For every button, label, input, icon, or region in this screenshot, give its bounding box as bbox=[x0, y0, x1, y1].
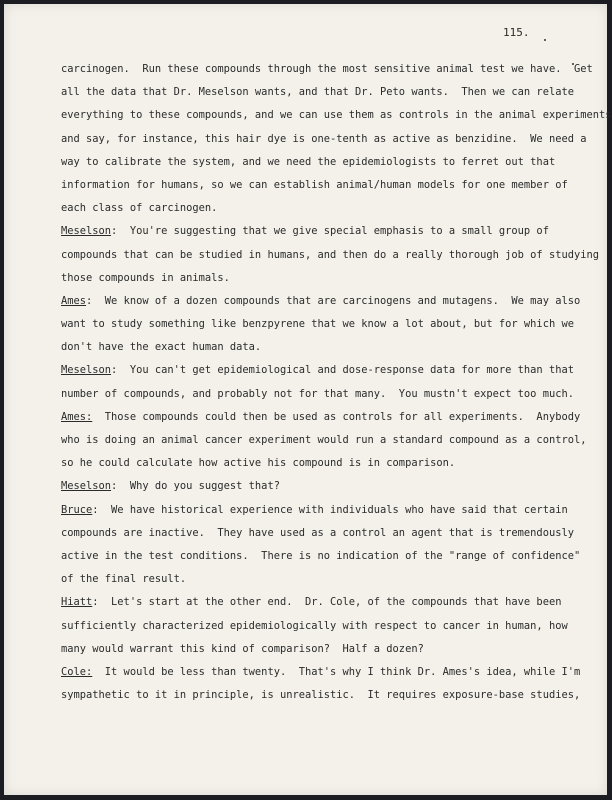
line-text: : You can't get epidemiological and dose-response data for more than that bbox=[111, 364, 574, 377]
speaker-name: Cole: bbox=[61, 665, 93, 678]
line-text: : You're suggesting that we give special emphasis to a small group of bbox=[111, 225, 549, 238]
text-line bbox=[61, 591, 581, 614]
text-line bbox=[61, 244, 599, 267]
text-line bbox=[61, 452, 581, 475]
text-line bbox=[61, 58, 593, 81]
text-line bbox=[61, 406, 581, 429]
text-line bbox=[61, 522, 581, 545]
line-text: It would be less than twenty. That's why I think Dr. Ames's idea, while I'm bbox=[92, 665, 581, 678]
line-text: number of compounds, and probably not for that many. You mustn't expect too much. bbox=[61, 387, 574, 400]
text-line bbox=[61, 336, 581, 359]
line-text: of the final result. bbox=[61, 573, 187, 586]
line-text: active in the test conditions. There is no indication of the "range of confidence" bbox=[61, 549, 581, 562]
text-line bbox=[61, 197, 581, 220]
line-text: want to study something like benzpyrene that we know a lot about, but for which we bbox=[61, 318, 574, 331]
line-text: : Let's start at the other end. Dr. Cole, of the compounds that have been bbox=[92, 596, 562, 609]
line-text: : We have historical experience with individuals who have said that certain bbox=[92, 503, 568, 516]
text-line bbox=[61, 220, 581, 243]
speaker-name: Ames bbox=[61, 294, 87, 307]
line-text: and say, for instance, this hair dye is one-tenth as active as benzidine. We need a bbox=[61, 132, 587, 145]
line-text: Those compounds could then be used as controls for all experiments. Anybody bbox=[92, 410, 581, 423]
speaker-name: Bruce bbox=[61, 503, 93, 516]
line-text: who is doing an animal cancer experiment would run a standard compound as a control, bbox=[61, 434, 587, 446]
text-line bbox=[61, 290, 581, 313]
line-text: many would warrant this kind of comparison? Half a dozen? bbox=[61, 642, 424, 655]
line-text: compounds that can be studied in humans, and then do a really thorough job of studying bbox=[61, 248, 599, 261]
line-text: information for humans, so we can establish animal/human models for one member of bbox=[61, 178, 568, 191]
text-line bbox=[61, 568, 581, 591]
text-line bbox=[61, 475, 581, 498]
line-text: so he could calculate how active his compound is in comparison. bbox=[61, 457, 456, 470]
speaker-name: Meselson bbox=[61, 225, 112, 238]
line-text: each class of carcinogen. bbox=[61, 202, 218, 215]
speaker-name: Ames: bbox=[61, 410, 93, 423]
line-text: carcinogen. Run these compounds through the most sensitive animal test we have. Get bbox=[61, 63, 593, 75]
text-line bbox=[61, 638, 581, 661]
text-line bbox=[61, 313, 581, 336]
text-line bbox=[61, 104, 612, 127]
paper-speck bbox=[544, 39, 546, 41]
line-text: all the data that Dr. Meselson wants, and that Dr. Peto wants. Then we can relate bbox=[61, 86, 574, 99]
text-line bbox=[61, 174, 581, 197]
transcript-body bbox=[61, 58, 612, 707]
text-line bbox=[61, 615, 581, 638]
text-line bbox=[61, 151, 581, 174]
text-line bbox=[61, 359, 581, 382]
line-text: : Why do you suggest that? bbox=[111, 480, 280, 493]
text-line bbox=[61, 684, 581, 707]
line-text: compounds are inactive. They have used as a control an agent that is tremendously bbox=[61, 526, 574, 539]
speaker-name: Meselson bbox=[61, 480, 112, 493]
text-line bbox=[61, 267, 581, 290]
text-line bbox=[61, 499, 581, 522]
text-line bbox=[61, 128, 587, 151]
line-text: way to calibrate the system, and we need the epidemiologists to ferret out that bbox=[61, 155, 556, 168]
line-text: sympathetic to it in principle, is unrealistic. It requires exposure-base studies, bbox=[61, 689, 581, 702]
text-line bbox=[61, 661, 581, 684]
text-line bbox=[61, 81, 581, 104]
speaker-name: Hiatt bbox=[61, 596, 93, 609]
text-line bbox=[61, 429, 587, 452]
page-number: 115. bbox=[503, 26, 530, 39]
line-text: sufficiently characterized epidemiologically with respect to cancer in human, how bbox=[61, 619, 568, 632]
text-line bbox=[61, 383, 581, 406]
line-text: those compounds in animals. bbox=[61, 271, 230, 284]
line-text: don't have the exact human data. bbox=[61, 341, 262, 354]
text-line bbox=[61, 545, 581, 568]
line-text: everything to these compounds, and we can use them as controls in the animal experiments bbox=[61, 109, 612, 122]
speaker-name: Meselson bbox=[61, 364, 112, 377]
line-text: : We know of a dozen compounds that are carcinogens and mutagens. We may also bbox=[86, 294, 581, 307]
